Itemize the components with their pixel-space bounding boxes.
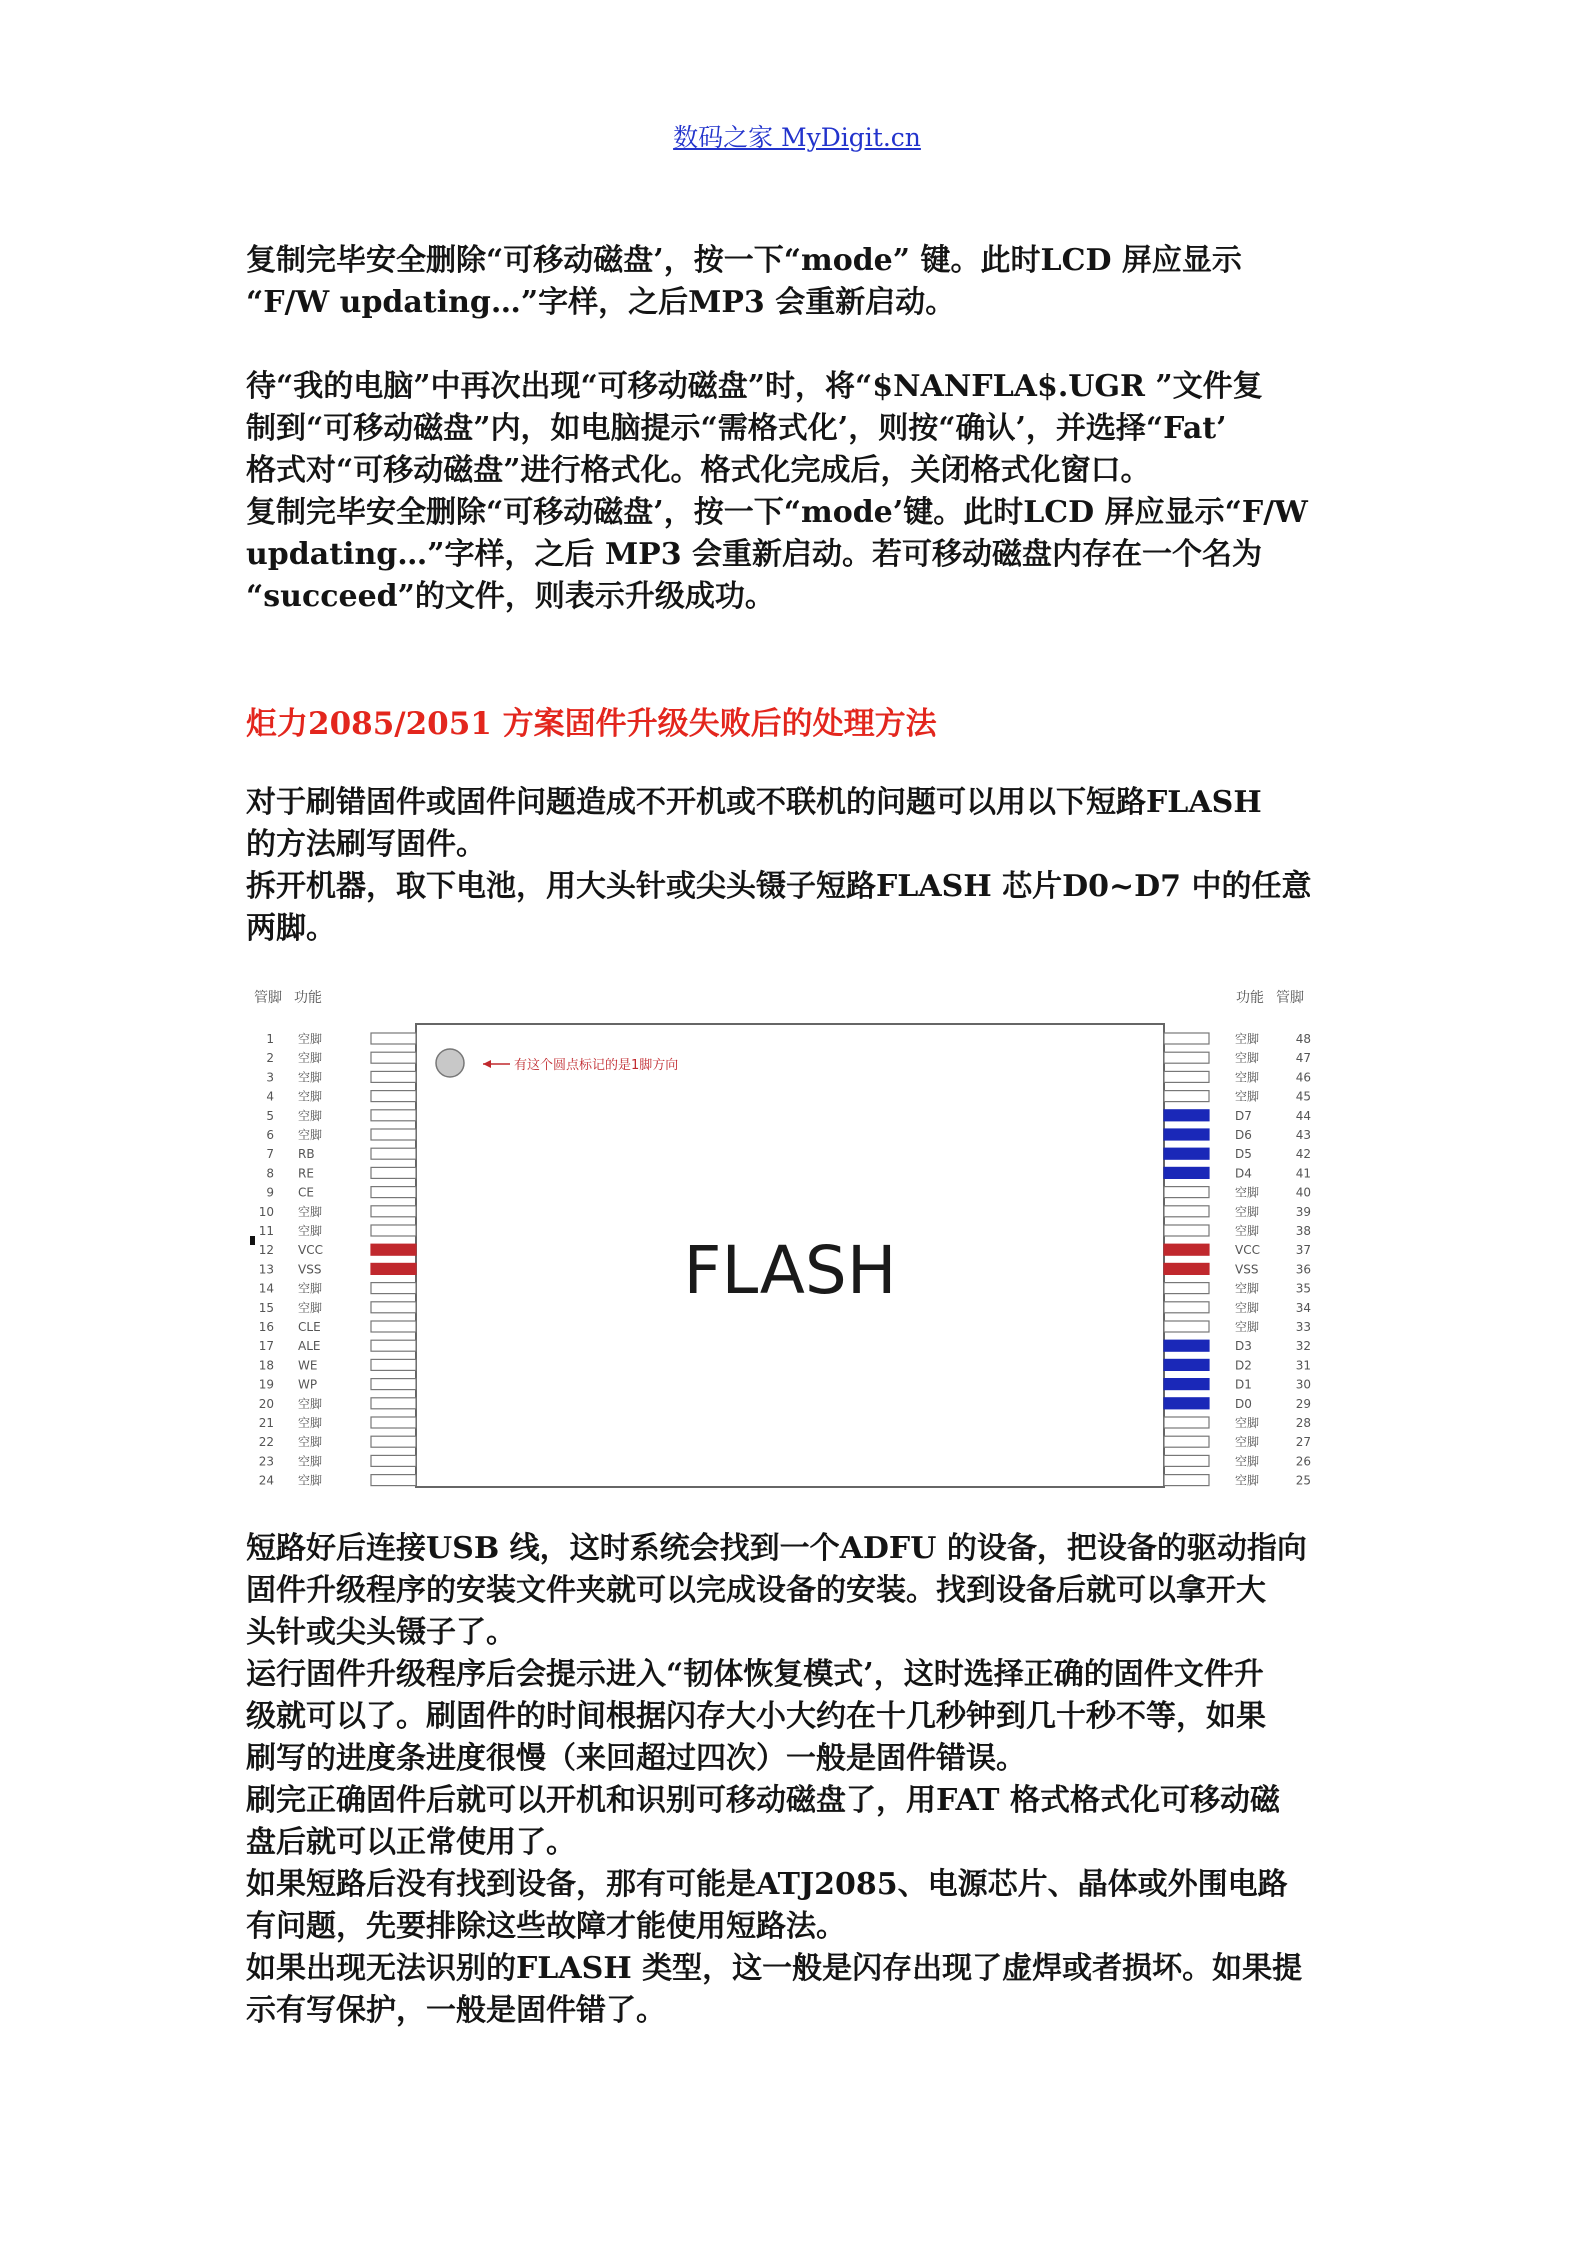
pin-lead bbox=[371, 1263, 416, 1274]
pin-number: 43 bbox=[1295, 1128, 1311, 1142]
pin-number: 26 bbox=[1295, 1454, 1311, 1469]
text-line: “succeed”的文件，则表示升级成功。 bbox=[246, 579, 775, 614]
pin-number: 12 bbox=[258, 1243, 274, 1258]
pin-function: D5 bbox=[1235, 1147, 1252, 1162]
pin-function: 空脚 bbox=[298, 1396, 323, 1411]
pin-number: 32 bbox=[1295, 1339, 1311, 1354]
pin-function: WP bbox=[298, 1377, 318, 1392]
right-header-pin: 管脚 bbox=[1276, 990, 1304, 1006]
pin-function: CLE bbox=[298, 1320, 321, 1334]
text-line: 盘后就可以正常使用了。 bbox=[246, 1825, 576, 1860]
pin-number: 34 bbox=[1295, 1300, 1311, 1315]
pin-number: 42 bbox=[1295, 1147, 1311, 1162]
pin-lead bbox=[371, 1321, 416, 1332]
text-line: 固件升级程序的安装文件夹就可以完成设备的安装。找到设备后就可以拿开大 bbox=[246, 1573, 1266, 1608]
pin-lead bbox=[371, 1417, 416, 1428]
pin-lead bbox=[1164, 1167, 1209, 1178]
text-line: 示有写保护，一般是固件错了。 bbox=[246, 1993, 666, 2028]
pin-number: 25 bbox=[1295, 1473, 1311, 1488]
pin-lead bbox=[1164, 1225, 1209, 1236]
chip-label: FLASH bbox=[683, 1232, 897, 1309]
marker-note: 有这个圆点标记的是1脚方向 bbox=[514, 1058, 679, 1073]
pin-function: VSS bbox=[1235, 1262, 1259, 1277]
text-line: “F/W updating…”字样，之后MP3 会重新启动。 bbox=[246, 285, 956, 320]
pin-number: 22 bbox=[258, 1435, 274, 1450]
pin-function: 空脚 bbox=[1235, 1204, 1260, 1219]
pin-number: 39 bbox=[1295, 1204, 1311, 1219]
pin-number: 24 bbox=[258, 1473, 274, 1488]
pin-function: 空脚 bbox=[1235, 1416, 1260, 1430]
pin-number: 19 bbox=[258, 1377, 274, 1392]
text-line: 复制完毕安全删除“可移动磁盘’，按一下“mode” 键。此时LCD 屏应显示 bbox=[246, 243, 1242, 278]
pin-function: 空脚 bbox=[1235, 1473, 1260, 1488]
pin-number: 9 bbox=[266, 1185, 274, 1200]
pin-function: D7 bbox=[1235, 1108, 1252, 1123]
pin-lead bbox=[371, 1379, 416, 1390]
pin-lead bbox=[371, 1129, 416, 1140]
pin-lead bbox=[371, 1033, 416, 1044]
pin-lead bbox=[1164, 1340, 1209, 1351]
pin-number: 21 bbox=[258, 1416, 274, 1430]
text-line: 有问题，先要排除这些故障才能使用短路法。 bbox=[246, 1909, 846, 1944]
bottom-paragraph bbox=[246, 1528, 1346, 2032]
pin-function: RB bbox=[298, 1147, 315, 1162]
pin-function: 空脚 bbox=[298, 1416, 323, 1430]
pin-lead bbox=[1164, 1379, 1209, 1390]
pin-number: 15 bbox=[258, 1300, 274, 1315]
pin-lead bbox=[1164, 1359, 1209, 1370]
left-pin-group bbox=[259, 1031, 416, 1488]
pin-function: D2 bbox=[1235, 1358, 1252, 1373]
right-pin-group bbox=[1164, 1031, 1311, 1488]
pin-number: 14 bbox=[258, 1281, 274, 1296]
pin-number: 46 bbox=[1295, 1070, 1311, 1085]
pin-function: 空脚 bbox=[298, 1089, 323, 1104]
pin-lead bbox=[1164, 1129, 1209, 1140]
pin-function: 空脚 bbox=[298, 1204, 323, 1219]
pin-function: 空脚 bbox=[1235, 1089, 1260, 1104]
pin-function: 空脚 bbox=[298, 1128, 323, 1142]
pin-function: CE bbox=[298, 1185, 314, 1200]
text-line: 如果短路后没有找到设备，那有可能是ATJ2085、电源芯片、晶体或外围电路 bbox=[246, 1867, 1288, 1902]
margin-mark bbox=[250, 1236, 255, 1245]
pin-number: 18 bbox=[258, 1358, 274, 1373]
pin-lead bbox=[1164, 1033, 1209, 1044]
pin-function: 空脚 bbox=[298, 1473, 323, 1488]
second-paragraph bbox=[246, 366, 1346, 618]
pin-function: VSS bbox=[298, 1262, 322, 1277]
pin-lead bbox=[1164, 1263, 1209, 1274]
pin-lead bbox=[1164, 1436, 1209, 1447]
pin-lead bbox=[371, 1436, 416, 1447]
pin-function: 空脚 bbox=[1235, 1281, 1260, 1296]
pin-function: D3 bbox=[1235, 1339, 1252, 1354]
pin-function: 空脚 bbox=[298, 1032, 323, 1046]
pin-number: 44 bbox=[1295, 1108, 1311, 1123]
pin-lead bbox=[371, 1283, 416, 1294]
pin-number: 45 bbox=[1295, 1089, 1311, 1104]
section-title: 炬力2085/2051 方案固件升级失败后的处理方法 bbox=[246, 706, 937, 742]
intro-paragraph bbox=[246, 782, 1346, 950]
pin-function: 空脚 bbox=[1235, 1435, 1260, 1450]
pin-lead bbox=[371, 1071, 416, 1082]
text-line: 复制完毕安全删除“可移动磁盘’，按一下“mode’键。此时LCD 屏应显示“F/W bbox=[246, 495, 1308, 530]
pin-lead bbox=[1164, 1110, 1209, 1121]
pin-function: D0 bbox=[1235, 1396, 1252, 1411]
left-header-pin: 管脚 bbox=[254, 990, 282, 1006]
pin-function: WE bbox=[298, 1358, 318, 1373]
pin-function: 空脚 bbox=[298, 1281, 323, 1296]
pin-function: 空脚 bbox=[298, 1435, 323, 1450]
pin-lead bbox=[1164, 1417, 1209, 1428]
text-line: 短路好后连接USB 线，这时系统会找到一个ADFU 的设备，把设备的驱动指向 bbox=[246, 1531, 1307, 1566]
pin-function: D6 bbox=[1235, 1128, 1252, 1142]
pin-number: 31 bbox=[1295, 1358, 1311, 1373]
pin-function: 空脚 bbox=[1235, 1300, 1260, 1315]
pin-function: 空脚 bbox=[1235, 1320, 1260, 1334]
pin-function: 空脚 bbox=[1235, 1185, 1260, 1200]
pin-function: 空脚 bbox=[1235, 1032, 1260, 1046]
text-line: 级就可以了。刷固件的时间根据闪存大小大约在十几秒钟到几十秒不等，如果 bbox=[246, 1699, 1266, 1734]
site-header-link[interactable]: 数码之家 MyDigit.cn bbox=[673, 123, 921, 152]
pin-number: 23 bbox=[258, 1454, 274, 1469]
pin-lead bbox=[1164, 1475, 1209, 1486]
pin-function: 空脚 bbox=[1235, 1070, 1260, 1085]
pin-lead bbox=[371, 1187, 416, 1198]
pin-number: 35 bbox=[1295, 1281, 1311, 1296]
pin-number: 20 bbox=[258, 1396, 274, 1411]
flash-pinout-diagram bbox=[246, 975, 1346, 1495]
pin-lead bbox=[371, 1340, 416, 1351]
pin-number: 33 bbox=[1295, 1320, 1311, 1334]
pin-function: D4 bbox=[1235, 1166, 1252, 1181]
pin-function: 空脚 bbox=[1235, 1454, 1260, 1469]
pin-function: 空脚 bbox=[298, 1454, 323, 1469]
pin-number: 40 bbox=[1295, 1185, 1311, 1200]
pin-lead bbox=[1164, 1321, 1209, 1332]
pin-number: 41 bbox=[1295, 1166, 1311, 1181]
pin-lead bbox=[371, 1052, 416, 1063]
pin-function: 空脚 bbox=[298, 1051, 323, 1066]
pin-lead bbox=[371, 1091, 416, 1102]
text-line: 待“我的电脑”中再次出现“可移动磁盘”时，将“$NANFLA$.UGR ”文件复 bbox=[246, 369, 1263, 404]
pin-function: 空脚 bbox=[298, 1070, 323, 1085]
top-paragraph bbox=[246, 240, 1346, 324]
pin-lead bbox=[1164, 1052, 1209, 1063]
pin-lead bbox=[371, 1206, 416, 1217]
pin-function: 空脚 bbox=[298, 1300, 323, 1315]
pin-number: 36 bbox=[1295, 1262, 1311, 1277]
pin-function: 空脚 bbox=[1235, 1224, 1260, 1238]
pin-number: 13 bbox=[258, 1262, 274, 1277]
pin-lead bbox=[1164, 1398, 1209, 1409]
pin-number: 37 bbox=[1295, 1243, 1311, 1258]
text-line: 对于刷错固件或固件问题造成不开机或不联机的问题可以用以下短路FLASH bbox=[246, 785, 1262, 820]
pin-lead bbox=[1164, 1283, 1209, 1294]
text-line: 运行固件升级程序后会提示进入“韧体恢复模式’，这时选择正确的固件文件升 bbox=[246, 1657, 1264, 1692]
pin-lead bbox=[1164, 1187, 1209, 1198]
text-line: 格式对“可移动磁盘”进行格式化。格式化完成后，关闭格式化窗口。 bbox=[246, 453, 1151, 488]
pin-number: 17 bbox=[258, 1339, 274, 1354]
pin-number: 29 bbox=[1295, 1396, 1311, 1411]
pin-number: 8 bbox=[266, 1166, 274, 1181]
pin-lead bbox=[1164, 1206, 1209, 1217]
pin-number: 47 bbox=[1295, 1051, 1311, 1066]
text-line: 刷完正确固件后就可以开机和识别可移动磁盘了，用FAT 格式格式化可移动磁 bbox=[246, 1783, 1280, 1818]
pin-lead bbox=[1164, 1302, 1209, 1313]
pin-lead bbox=[371, 1302, 416, 1313]
text-line: 的方法刷写固件。 bbox=[246, 827, 486, 862]
pin-lead bbox=[371, 1398, 416, 1409]
text-line: 头针或尖头镊子了。 bbox=[246, 1615, 516, 1650]
pin-function: 空脚 bbox=[298, 1224, 323, 1238]
pin-lead bbox=[371, 1359, 416, 1370]
pin-number: 3 bbox=[266, 1070, 274, 1085]
pin-lead bbox=[371, 1244, 416, 1255]
pin-lead bbox=[371, 1455, 416, 1466]
pin-lead bbox=[1164, 1148, 1209, 1159]
pin-number: 5 bbox=[266, 1108, 274, 1123]
pin1-marker-dot bbox=[436, 1049, 464, 1077]
pin-lead bbox=[371, 1225, 416, 1236]
pinout-svg bbox=[246, 975, 1346, 1495]
text-line: 两脚。 bbox=[246, 911, 336, 946]
pin-function: 空脚 bbox=[1235, 1051, 1260, 1066]
pin-number: 10 bbox=[258, 1204, 274, 1219]
pin-function: RE bbox=[298, 1166, 314, 1181]
text-line: 刷写的进度条进度很慢（来回超过四次）一般是固件错误。 bbox=[246, 1741, 1026, 1776]
pin-number: 4 bbox=[266, 1089, 274, 1104]
pin-lead bbox=[371, 1148, 416, 1159]
pin-function: VCC bbox=[1235, 1243, 1260, 1258]
pin-function: ALE bbox=[298, 1339, 321, 1354]
left-header-func: 功能 bbox=[294, 990, 322, 1006]
text-line: 拆开机器，取下电池，用大头针或尖头镊子短路FLASH 芯片D0~D7 中的任意 bbox=[246, 869, 1312, 904]
text-line: 如果出现无法识别的FLASH 类型，这一般是闪存出现了虚焊或者损坏。如果提 bbox=[246, 1951, 1303, 1986]
pin-function: 空脚 bbox=[298, 1108, 323, 1123]
pin-function: D1 bbox=[1235, 1377, 1252, 1392]
pin-number: 11 bbox=[258, 1224, 274, 1238]
pin-number: 38 bbox=[1295, 1224, 1311, 1238]
pin-number: 16 bbox=[258, 1320, 274, 1334]
pin-function: VCC bbox=[298, 1243, 323, 1258]
pin-lead bbox=[1164, 1455, 1209, 1466]
pin-number: 7 bbox=[266, 1147, 274, 1162]
pin-number: 6 bbox=[266, 1128, 274, 1142]
pin-lead bbox=[371, 1475, 416, 1486]
pin-number: 27 bbox=[1295, 1435, 1311, 1450]
text-line: updating…”字样，之后 MP3 会重新启动。若可移动磁盘内存在一个名为 bbox=[246, 537, 1263, 572]
pin-lead bbox=[1164, 1244, 1209, 1255]
pin-number: 1 bbox=[266, 1032, 274, 1046]
pin-number: 30 bbox=[1295, 1377, 1311, 1392]
pin-lead bbox=[371, 1110, 416, 1121]
pin-number: 2 bbox=[266, 1051, 274, 1066]
pin-number: 48 bbox=[1295, 1032, 1311, 1046]
right-header-func: 功能 bbox=[1236, 990, 1264, 1006]
pin-lead bbox=[1164, 1071, 1209, 1082]
text-line: 制到“可移动磁盘”内，如电脑提示“需格式化’，则按“确认’，并选择“Fat’ bbox=[246, 411, 1227, 446]
pin-lead bbox=[371, 1167, 416, 1178]
pin-lead bbox=[1164, 1091, 1209, 1102]
pin-number: 28 bbox=[1295, 1416, 1311, 1430]
